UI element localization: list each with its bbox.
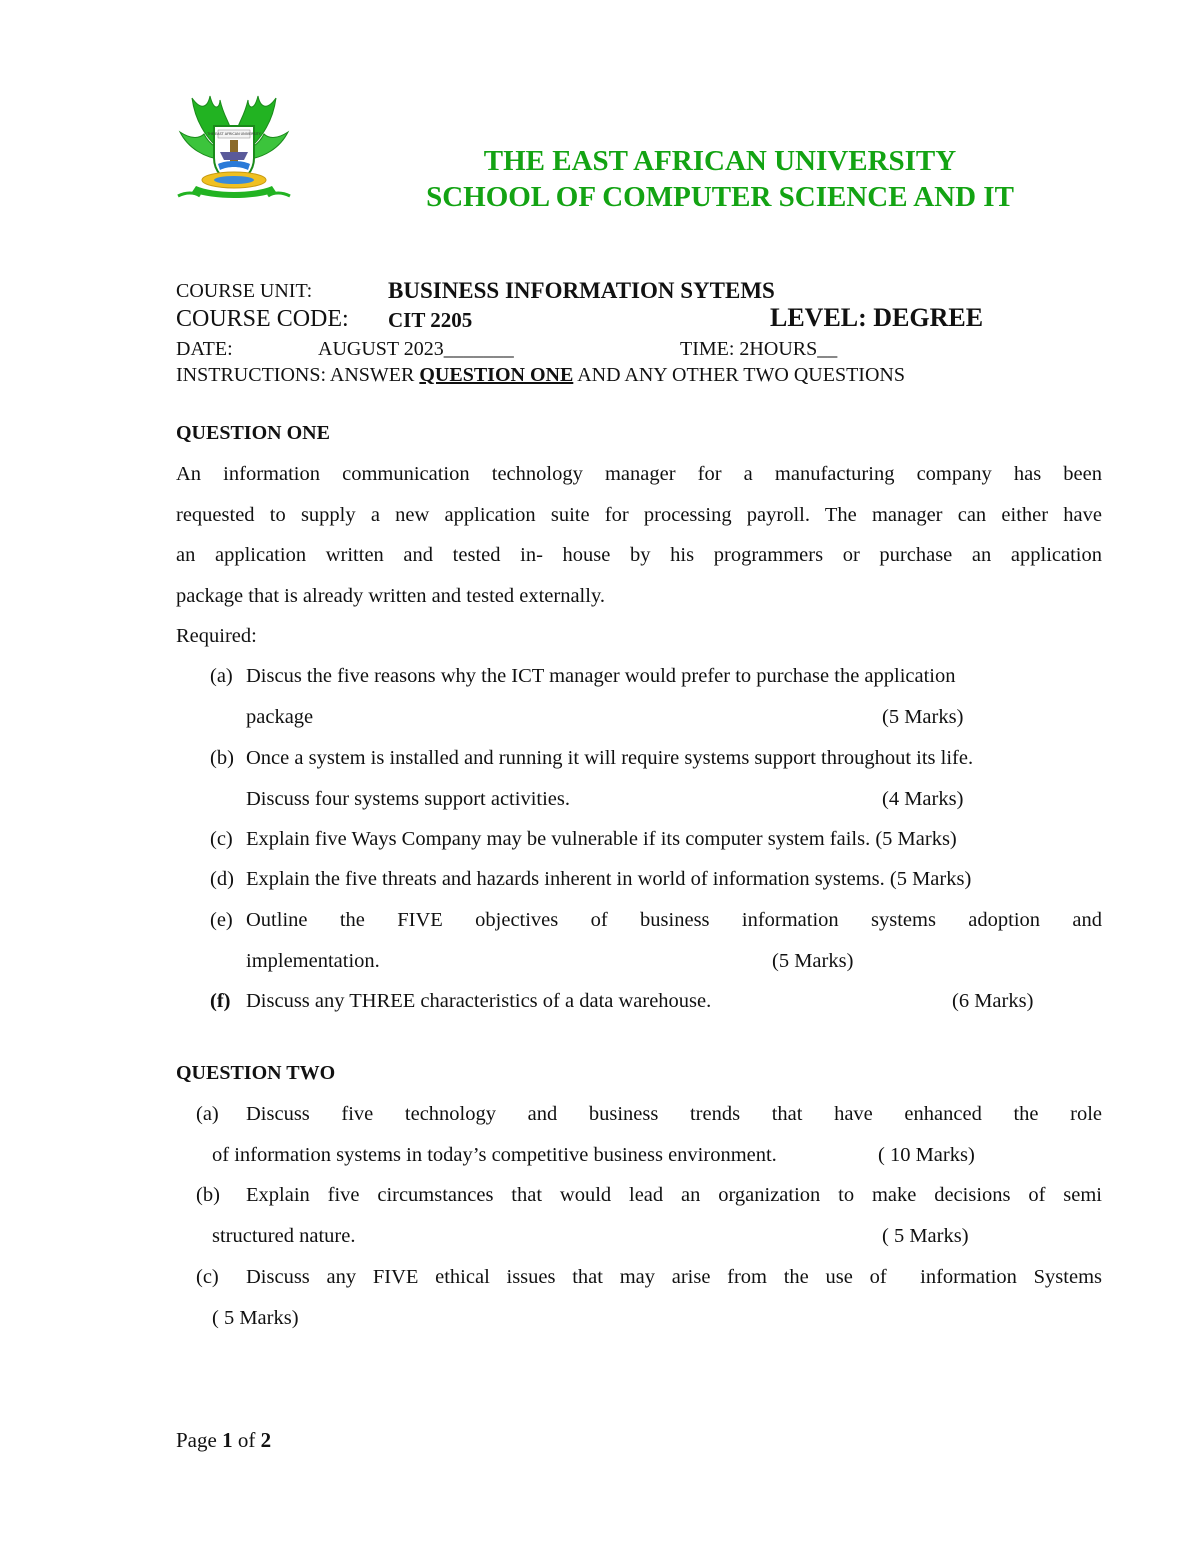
q1-a-text: Discus the five reasons why the ICT manager would prefer to purchase the application bbox=[246, 665, 956, 687]
q1-c-text: Explain five Ways Company may be vulnerable if its computer system fails. (5 Marks) bbox=[246, 828, 957, 850]
question-one-paragraph bbox=[176, 454, 1102, 616]
q1-f-label: (f) bbox=[210, 990, 231, 1012]
q1-b-line2: Discuss four systems support activities. bbox=[246, 788, 570, 810]
q1-a-label: (a) bbox=[210, 665, 233, 687]
q2-a-text: Discuss five technology and business trends that have enhanced the role bbox=[246, 1103, 1102, 1125]
page-number bbox=[176, 1428, 271, 1453]
time-value: TIME: 2HOURS__ bbox=[680, 338, 838, 360]
q1-b-label: (b) bbox=[210, 747, 234, 769]
question-one-heading: QUESTION ONE bbox=[176, 422, 330, 444]
course-unit-value: BUSINESS INFORMATION SYTEMS bbox=[388, 278, 775, 303]
paragraph-line: package that is already written and tested externally. bbox=[176, 584, 605, 607]
course-unit-label: COURSE UNIT: bbox=[176, 280, 313, 302]
q1-a-marks: (5 Marks) bbox=[882, 706, 964, 728]
page-current: 1 bbox=[222, 1428, 233, 1452]
q2-b-marks: ( 5 Marks) bbox=[882, 1225, 969, 1247]
q2-b-label: (b) bbox=[196, 1184, 220, 1206]
q2-c-label: (c) bbox=[196, 1266, 219, 1288]
q2-a-line2: of information systems in today’s competitive business environment. bbox=[212, 1144, 777, 1166]
q1-f-marks: (6 Marks) bbox=[952, 990, 1034, 1012]
q1-e-line2: implementation. bbox=[246, 950, 380, 972]
q1-a-line2: package bbox=[246, 706, 314, 728]
course-code-value: CIT 2205 bbox=[388, 308, 473, 332]
level: LEVEL: DEGREE bbox=[770, 303, 984, 332]
q2-b-line2: structured nature. bbox=[212, 1225, 356, 1247]
date-label: DATE: bbox=[176, 338, 233, 360]
q2-b-text: Explain five circumstances that would lead an organization to make decisions of semi bbox=[246, 1184, 1102, 1206]
instructions-a: INSTRUCTIONS: ANSWER bbox=[176, 364, 420, 386]
q1-e-marks: (5 Marks) bbox=[772, 950, 854, 972]
q1-c-label: (c) bbox=[210, 828, 233, 850]
of-word: of bbox=[232, 1428, 261, 1452]
q2-a-line1 bbox=[246, 1094, 1102, 1135]
q2-b-line1 bbox=[246, 1175, 1102, 1216]
q1-e-text: Outline the FIVE objectives of business information systems adoption and bbox=[246, 909, 1102, 931]
q1-d-text: Explain the five threats and hazards inherent in world of information systems. (5 Marks) bbox=[246, 868, 972, 890]
q1-a-line1 bbox=[246, 656, 1102, 697]
q2-a-label: (a) bbox=[196, 1103, 219, 1125]
q2-c-text: Discuss any FIVE ethical issues that may arise from the use of information Systems bbox=[246, 1266, 1102, 1288]
svg-text:THE EAST AFRICAN UNIVERSITY: THE EAST AFRICAN UNIVERSITY bbox=[207, 132, 261, 136]
university-logo bbox=[174, 88, 294, 206]
q1-b-marks: (4 Marks) bbox=[882, 788, 964, 810]
paragraph-line: an application written and tested in- house by his programmers or purchase an application bbox=[176, 544, 1102, 566]
school-title: SCHOOL OF COMPUTER SCIENCE AND IT bbox=[426, 181, 1014, 213]
required-label: Required: bbox=[176, 625, 257, 647]
q1-f-text: Discuss any THREE characteristics of a data warehouse. bbox=[246, 990, 712, 1012]
q1-e-line1 bbox=[246, 900, 1102, 941]
instructions-c: AND ANY OTHER TWO QUESTIONS bbox=[573, 364, 905, 386]
instructions bbox=[176, 364, 905, 387]
q2-c-line1 bbox=[246, 1257, 1102, 1298]
course-code-label: COURSE CODE: bbox=[176, 306, 349, 332]
q2-c-line2: ( 5 Marks) bbox=[212, 1307, 299, 1329]
university-title: THE EAST AFRICAN UNIVERSITY bbox=[483, 145, 957, 177]
question-two-heading: QUESTION TWO bbox=[176, 1062, 336, 1084]
paragraph-line: An information communication technology manager for a manufacturing company has been bbox=[176, 463, 1102, 485]
crest-icon bbox=[174, 88, 294, 206]
q1-d-label: (d) bbox=[210, 868, 234, 890]
q2-a-marks: ( 10 Marks) bbox=[878, 1144, 975, 1166]
paragraph-line: requested to supply a new application suite for processing payroll. The manager can either have bbox=[176, 503, 1102, 526]
date-value: AUGUST 2023_______ bbox=[318, 338, 514, 360]
q1-e-label: (e) bbox=[210, 909, 233, 931]
q1-b-line1: Once a system is installed and running it will require systems support throughout its life. bbox=[246, 747, 974, 769]
page-total: 2 bbox=[260, 1428, 272, 1452]
page-word: Page bbox=[176, 1428, 223, 1452]
instructions-b: QUESTION ONE bbox=[419, 364, 574, 386]
